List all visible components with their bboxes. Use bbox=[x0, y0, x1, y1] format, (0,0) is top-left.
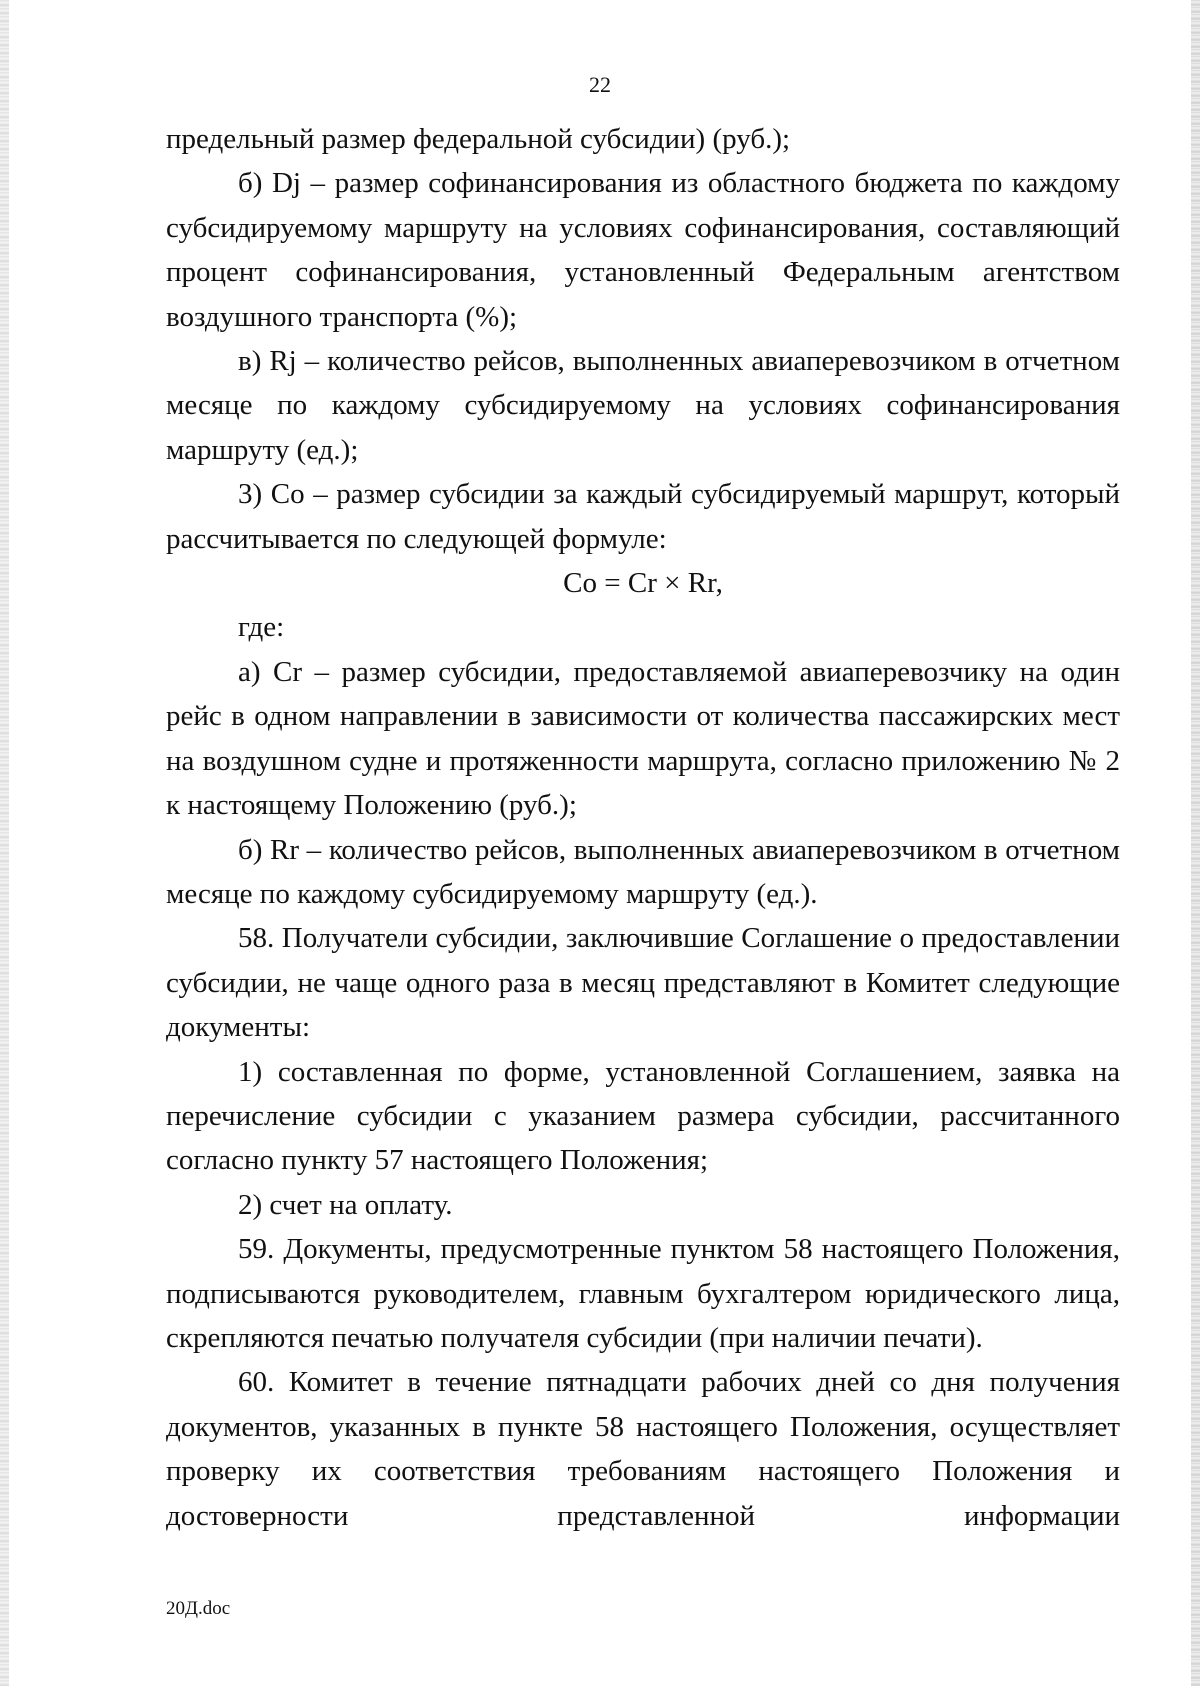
paragraph-continuation: предельный размер федеральной субсидии) (руб.); bbox=[166, 123, 791, 155]
document-body bbox=[166, 117, 1120, 1538]
paragraph-item-a-cr: а) Cr – размер субсидии, предоставляемой авиаперевозчику на один рейс в одном направлении в зависимости от количества пассажирских мест на воздушном судне и протяженности маршрута, согласно приложению № 2 к настоящему Положению (руб.); bbox=[166, 655, 1120, 822]
paragraph-60: 60. Комитет в течение пятнадцати рабочих дней со дня получения документов, указанных в пункте 58 настоящего Положения, осуществляет проверку их соответствия требованиям настоящего Положения и достоверности представленной информации bbox=[166, 1366, 1120, 1532]
scan-edge-left bbox=[0, 0, 9, 1686]
paragraph-58-item-1: 1) составленная по форме, установленной Соглашением, заявка на перечисление субсидии с указанием размера субсидии, рассчитанного согласно пункту 57 настоящего Положения; bbox=[166, 1055, 1120, 1177]
scan-edge-right bbox=[1191, 0, 1200, 1686]
page-number: 22 bbox=[589, 72, 611, 97]
formula-co: Co = Cr × Rr, bbox=[563, 567, 723, 600]
paragraph-59: 59. Документы, предусмотренные пунктом 58 настоящего Положения, подписываются руководителем, главным бухгалтером юридического лица, скрепляются печатью получателя субсидии (при наличии печати). bbox=[166, 1233, 1120, 1354]
paragraph-where: где: bbox=[238, 611, 285, 644]
paragraph-item-b-dj: б) Dj – размер софинансирования из областного бюджета по каждому субсидируемому маршруту на условиях софинансирования, составляющий процент софинансирования, установленный Федеральным агентством воздушного транспорта (%); bbox=[166, 167, 1120, 333]
paragraph-58: 58. Получатели субсидии, заключившие Соглашение о предоставлении субсидии, не чаще одного раза в месяц представляют в Комитет следующие документы: bbox=[166, 922, 1120, 1044]
paragraph-item-b-rr: б) Rr – количество рейсов, выполненных авиаперевозчиком в отчетном месяце по каждому субсидируемому маршруту (ед.). bbox=[166, 833, 1120, 910]
paragraph-58-item-2: 2) счет на оплату. bbox=[238, 1188, 453, 1221]
paragraph-item-v-rj: в) Rj – количество рейсов, выполненных авиаперевозчиком в отчетном месяце по каждому субсидируемому на условиях софинансирования маршруту (ед.); bbox=[166, 345, 1120, 466]
footer-filename: 20Д.doc bbox=[166, 1598, 231, 1619]
paragraph-item-3-co: 3) Co – размер субсидии за каждый субсидируемый маршрут, который рассчитывается по следующей формуле: bbox=[166, 478, 1120, 555]
